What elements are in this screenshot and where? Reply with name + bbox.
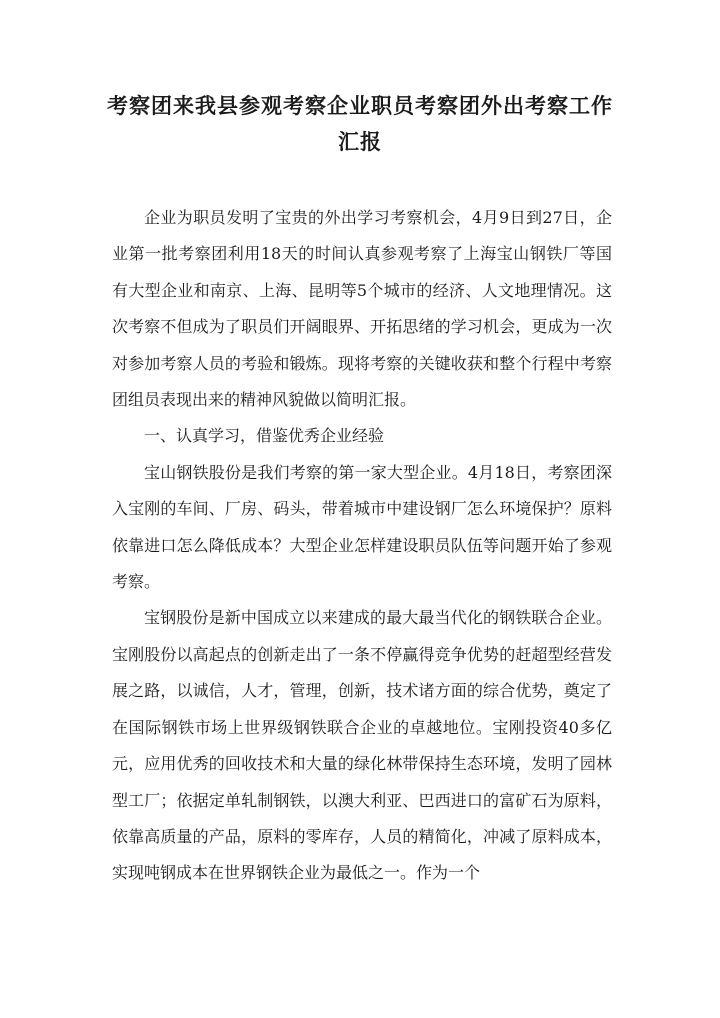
paragraph-intro: 企业为职员发明了宝贵的外出学习考察机会，4月9日到27日，企业第一批考察团利用18天的时间认真参观考察了上海宝山钢铁厂等国有大型企业和南京、上海、昆明等5个城市的经济、人文地理情况。这次考察不但成为了职员们开阔眼界、开拓思绪的学习机会，更成为一次对参加考察人员的考验和锻炼。现将考察的关键收获和整个行程中考察团组员表现出来的精神风貌做以简明汇报。 [112,208,612,410]
document-title: 考察团来我县参观考察企业职员考察团外出考察工作汇报 [107,93,613,154]
paragraph-baosteel-visit: 宝山钢铁股份是我们考察的第一家大型企业。4月18日，考察团深入宝刚的车间、厂房、码头，带着城市中建设钢厂怎么环境保护？原料依靠进口怎么降低成本？大型企业怎样建设职员队伍等问题开始了参观考察。 [112,462,612,592]
document-body [112,200,612,892]
paragraph-baosteel-profile: 宝钢股份是新中国成立以来建成的最大最当代化的钢铁联合企业。宝刚股份以高起点的创新走出了一条不停赢得竞争优势的赶超型经营发展之路，以诚信，人才，管理，创新，技术诸方面的综合优势，奠定了在国际钢铁市场上世界级钢铁联合企业的卓越地位。宝刚投资40多亿元，应用优秀的回收技术和大量的绿化林带保持生态环境，发明了园林型工厂；依据定单轧制钢铁，以澳大利亚、巴西进口的富矿石为原料，依靠高质量的产品，原料的零库存，人员的精简化，冲减了原料成本，实现吨钢成本在世界钢铁企业为最低之一。作为一个 [112,608,612,883]
section-heading: 一、认真学习，借鉴优秀企业经验 [144,426,385,446]
